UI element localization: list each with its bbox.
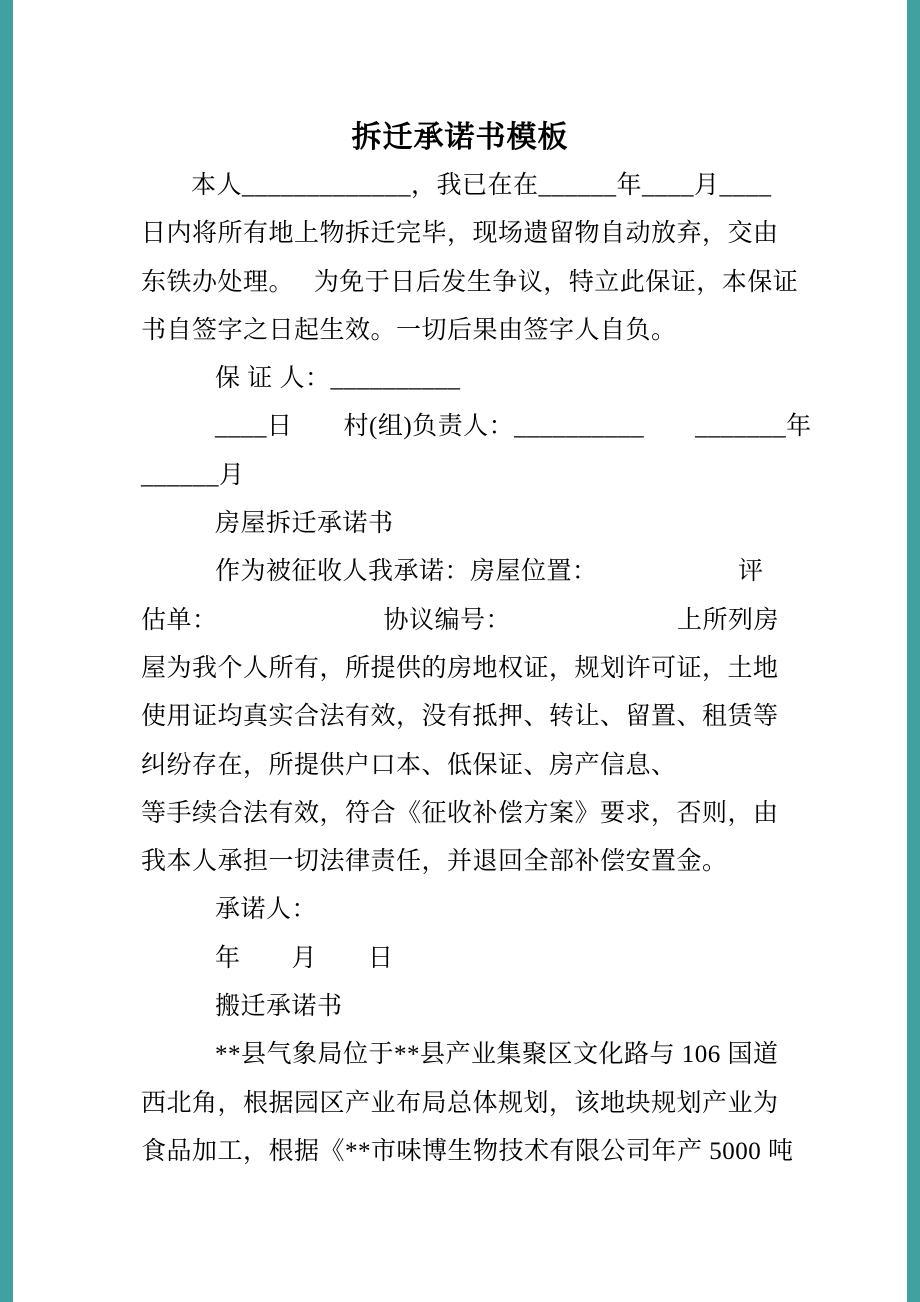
document-line: 使用证均真实合法有效，没有抵押、转让、留置、租赁等 (141, 703, 779, 731)
right-edge-bar (907, 0, 920, 1302)
document-line: 屋为我个人所有，所提供的房地权证，规划许可证，土地 (141, 654, 779, 682)
document-line: ____日 村(组)负责人：__________ _______年 (215, 413, 812, 441)
document-line: 西北角，根据园区产业布局总体规划，该地块规划产业为 (141, 1089, 779, 1117)
left-edge-bar (0, 0, 13, 1302)
document-line: 保 证 人：__________ (215, 365, 461, 393)
document-line: **县气象局位于**县产业集聚区文化路与 106 国道 (215, 1041, 779, 1069)
document-title: 拆迁承诺书模板 (351, 121, 569, 154)
document-line: 我本人承担一切法律责任，并退回全部补偿安置金。 (141, 848, 728, 876)
document-body (141, 170, 871, 1184)
document-line: 房屋拆迁承诺书 (215, 510, 394, 538)
document-line: 搬迁承诺书 (215, 993, 343, 1021)
document-line: 书自签字之日起生效。一切后果由签字人自负。 (141, 316, 677, 344)
document-line: 等手续合法有效，符合《征收补偿方案》要求，否则，由 (141, 799, 779, 827)
document-line: 东铁办处理。 为免于日后发生争议，特立此保证，本保证 (141, 268, 799, 296)
document-line: 估单： 协议编号： 上所列房 (141, 606, 780, 634)
document-line: 本人_____________，我已在在______年____月____ (191, 172, 772, 199)
document-line: 日内将所有地上物拆迁完毕，现场遗留物自动放弃，交由 (141, 220, 779, 248)
document-line: 年 月 日 (215, 944, 394, 972)
document-line: 纠纷存在，所提供户口本、低保证、房产信息、 (141, 751, 677, 779)
document-line: 作为被征收人我承诺：房屋位置： 评 (215, 558, 764, 586)
document-line: ______月 (141, 461, 245, 489)
document-line: 承诺人： (215, 896, 318, 924)
document-line: 食品加工，根据《**市味博生物技术有限公司年产 5000 吨 (141, 1137, 794, 1165)
